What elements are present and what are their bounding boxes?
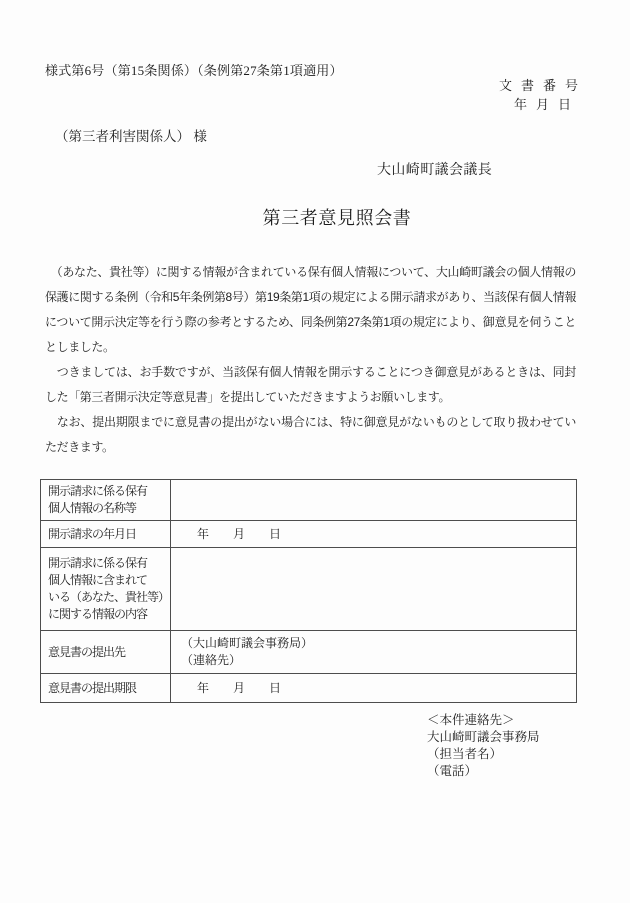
row-label-request-date: 開示請求の年月日 — [41, 521, 171, 548]
document-title: 第三者意見照会書 — [262, 208, 412, 228]
form-number-line: 様式第6号（第15条関係）（条例第27条第1項適用） — [45, 63, 343, 78]
row-value-submission-place: （大山崎町議会事務局） （連絡先） — [171, 631, 577, 674]
row-value-info-content — [171, 548, 577, 631]
doc-date-placeholder: 年 月 日 — [513, 96, 569, 112]
table-row-name — [41, 480, 577, 521]
body-paragraph-2: つきましては、お手数ですが、当該保有個人情報を開示することにつき御意見があるときは、同封した「第三者開示決定等意見書」を提出していただきますようお願いします。 — [45, 365, 576, 404]
row-label-submission-place: 意見書の提出先 — [41, 631, 171, 674]
contact-line-office: 大山崎町議会事務局 — [427, 730, 540, 744]
sender-title: 大山崎町議会議長 — [377, 161, 493, 177]
table-row-submission-deadline — [41, 674, 577, 703]
table-row-info-content — [41, 548, 577, 631]
table-row-request-date — [41, 521, 577, 548]
body-text — [45, 260, 576, 460]
contact-line-person: （担当者名） — [427, 747, 503, 761]
disclosure-info-table — [40, 479, 577, 703]
body-paragraph-3: なお、提出期限までに意見書の提出がない場合には、特に御意見がないものとして取り扱わせていただきます。 — [45, 415, 576, 454]
table-row-submission-place — [41, 631, 577, 674]
row-label-submission-deadline: 意見書の提出期限 — [41, 674, 171, 703]
row-value-request-date: 年 月 日 — [171, 521, 577, 548]
addressee-line: （第三者利害関係人） 様 — [55, 129, 207, 144]
row-value-submission-deadline: 年 月 日 — [171, 674, 577, 703]
row-value-held-info-name — [171, 480, 577, 521]
row-label-held-info-name: 開示請求に係る保有 個人情報の名称等 — [41, 480, 171, 521]
contact-block — [427, 712, 540, 780]
contact-header: ＜本件連絡先＞ — [427, 713, 515, 727]
body-paragraph-1: （あなた、貴社等）に関する情報が含まれている保有個人情報について、大山崎町議会の個人情報の保護に関する条例（令和5年条例第8号）第19条第1項の規定による開示請求があり、当該保有個人情報について開示決定等を行う際の参考とするため、同条例第27条第1項の規定により、御意見を伺うこととしました。 — [45, 265, 576, 354]
doc-number-block — [499, 77, 576, 114]
doc-number-label: 文 書 番 号 — [498, 78, 576, 93]
row-label-info-content: 開示請求に係る保有 個人情報に含まれて いる（あなた、貴社等） に関する情報の内容 — [41, 548, 171, 631]
contact-line-phone: （電話） — [427, 764, 478, 778]
